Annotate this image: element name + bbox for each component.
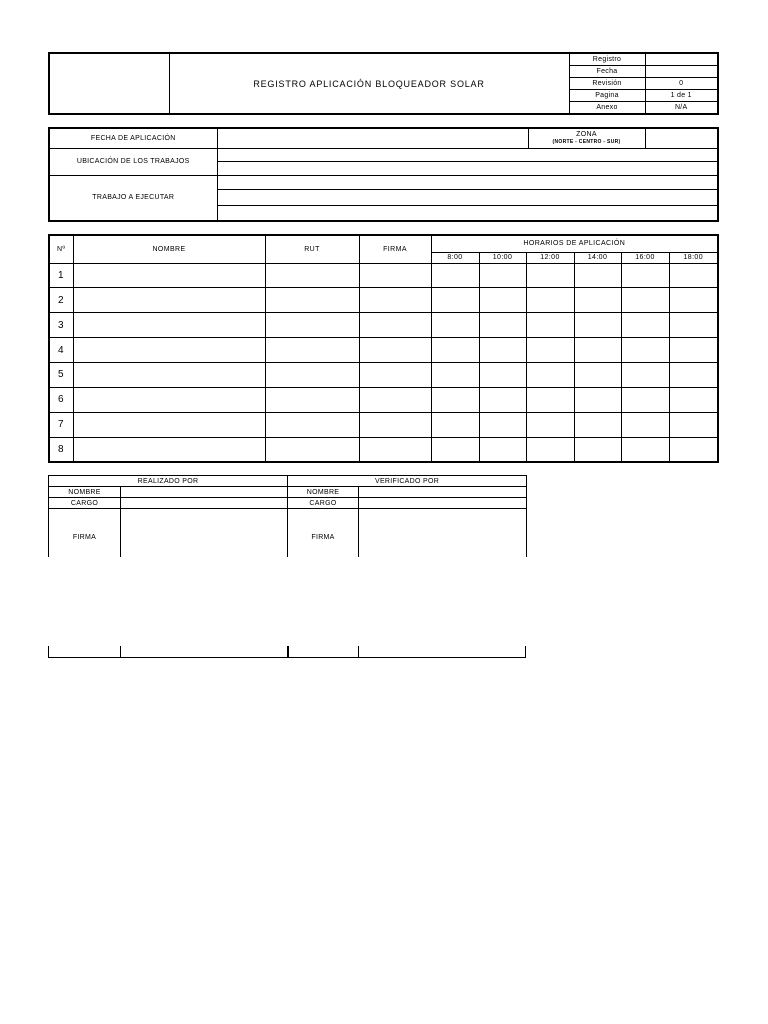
col-header-nombre: NOMBRE: [73, 235, 265, 263]
document-title: REGISTRO APLICACIÓN BLOQUEADOR SOLAR: [169, 53, 569, 114]
table-row: [49, 263, 718, 288]
meta-value-pagina: 1 de 1: [645, 90, 718, 102]
time-cell[interactable]: [526, 313, 574, 338]
time-cell[interactable]: [526, 263, 574, 288]
time-cell[interactable]: [669, 387, 718, 412]
trabajo-field-3[interactable]: [217, 206, 718, 221]
time-cell[interactable]: [479, 437, 526, 462]
nombre-cell[interactable]: [73, 387, 265, 412]
time-cell[interactable]: [479, 387, 526, 412]
time-cell[interactable]: [669, 437, 718, 462]
divider: [48, 657, 526, 658]
time-cell[interactable]: [479, 338, 526, 363]
trabajo-field-1[interactable]: [217, 175, 718, 189]
firma-cell[interactable]: [359, 338, 431, 363]
time-cell[interactable]: [526, 363, 574, 388]
time-cell[interactable]: [669, 338, 718, 363]
realizado-firma-label: FIRMA: [49, 509, 121, 558]
row-number: 5: [49, 363, 73, 388]
row-number: 2: [49, 288, 73, 313]
table-row: [49, 338, 718, 363]
zona-field[interactable]: [645, 128, 718, 148]
table-row: [49, 363, 718, 388]
verificado-por-header: VERIFICADO POR: [288, 476, 527, 487]
time-cell[interactable]: [574, 338, 621, 363]
nombre-cell[interactable]: [73, 437, 265, 462]
firma-cell[interactable]: [359, 387, 431, 412]
realizado-cargo-field[interactable]: [121, 498, 288, 509]
verificado-firma-label: FIRMA: [288, 509, 359, 558]
fecha-aplicacion-field[interactable]: [217, 128, 528, 148]
rut-cell[interactable]: [265, 263, 359, 288]
col-header-rut: RUT: [265, 235, 359, 263]
nombre-cell[interactable]: [73, 363, 265, 388]
time-cell[interactable]: [621, 412, 669, 437]
ubicacion-field-2[interactable]: [217, 162, 718, 175]
row-number: 7: [49, 412, 73, 437]
time-cell[interactable]: [621, 263, 669, 288]
time-cell[interactable]: [479, 263, 526, 288]
meta-value-fecha[interactable]: [645, 65, 718, 77]
meta-label-anexo: Anexo: [569, 102, 645, 114]
nombre-cell[interactable]: [73, 412, 265, 437]
firma-cell[interactable]: [359, 437, 431, 462]
verificado-cargo-field[interactable]: [359, 498, 527, 509]
time-cell[interactable]: [526, 338, 574, 363]
rut-cell[interactable]: [265, 387, 359, 412]
time-cell[interactable]: [479, 412, 526, 437]
time-cell[interactable]: [526, 437, 574, 462]
zona-label: [528, 128, 645, 148]
verificado-firma-field[interactable]: [359, 509, 527, 558]
row-number: 8: [49, 437, 73, 462]
col-header-horarios: HORARIOS DE APLICACIÓN: [431, 235, 718, 252]
table-row: [49, 288, 718, 313]
row-number: 3: [49, 313, 73, 338]
time-header-1: 10:00: [479, 252, 526, 263]
ubicacion-field-1[interactable]: [217, 148, 718, 161]
time-cell[interactable]: [621, 313, 669, 338]
ubicacion-label: UBICACIÓN DE LOS TRABAJOS: [49, 148, 217, 175]
time-header-2: 12:00: [526, 252, 574, 263]
meta-label-registro: Registro: [569, 53, 645, 65]
time-cell[interactable]: [479, 288, 526, 313]
time-cell[interactable]: [431, 387, 479, 412]
realizado-firma-field[interactable]: [121, 509, 288, 558]
col-header-firma: FIRMA: [359, 235, 431, 263]
meta-label-fecha: Fecha: [569, 65, 645, 77]
time-cell[interactable]: [621, 437, 669, 462]
time-cell[interactable]: [574, 412, 621, 437]
nombre-cell[interactable]: [73, 313, 265, 338]
time-cell[interactable]: [574, 437, 621, 462]
firma-cell[interactable]: [359, 363, 431, 388]
realizado-cargo-label: CARGO: [49, 498, 121, 509]
zona-options: (NORTE - CENTRO - SUR): [552, 139, 621, 146]
time-cell[interactable]: [669, 313, 718, 338]
meta-value-revision: 0: [645, 77, 718, 89]
time-cell[interactable]: [526, 288, 574, 313]
header-table: [48, 52, 719, 115]
firma-cell[interactable]: [359, 288, 431, 313]
trabajo-label: TRABAJO A EJECUTAR: [49, 175, 217, 221]
meta-label-revision: Revisión: [569, 77, 645, 89]
signature-table-bottom: [48, 646, 526, 658]
meta-label-pagina: Pagina: [569, 90, 645, 102]
col-header-num: Nº: [49, 235, 73, 263]
time-cell[interactable]: [574, 288, 621, 313]
firma-cell[interactable]: [359, 313, 431, 338]
rut-cell[interactable]: [265, 338, 359, 363]
realizado-nombre-label: NOMBRE: [49, 487, 121, 498]
trabajo-field-2[interactable]: [217, 189, 718, 205]
firma-cell[interactable]: [359, 263, 431, 288]
time-cell[interactable]: [431, 338, 479, 363]
time-cell[interactable]: [574, 363, 621, 388]
time-cell[interactable]: [431, 288, 479, 313]
time-cell[interactable]: [479, 363, 526, 388]
time-cell[interactable]: [431, 412, 479, 437]
rut-cell[interactable]: [265, 313, 359, 338]
time-header-3: 14:00: [574, 252, 621, 263]
time-cell[interactable]: [526, 387, 574, 412]
work-info-table: [48, 127, 719, 222]
time-cell[interactable]: [621, 288, 669, 313]
time-header-4: 16:00: [621, 252, 669, 263]
time-cell[interactable]: [669, 288, 718, 313]
time-cell[interactable]: [431, 437, 479, 462]
time-header-5: 18:00: [669, 252, 718, 263]
time-cell[interactable]: [669, 412, 718, 437]
time-cell[interactable]: [431, 363, 479, 388]
time-cell[interactable]: [621, 338, 669, 363]
time-cell[interactable]: [431, 313, 479, 338]
time-cell[interactable]: [431, 263, 479, 288]
nombre-cell[interactable]: [73, 263, 265, 288]
zona-title: ZONA: [576, 131, 597, 139]
row-number: 6: [49, 387, 73, 412]
fecha-aplicacion-label: FECHA DE APLICACIÓN: [49, 128, 217, 148]
time-cell[interactable]: [669, 363, 718, 388]
verificado-nombre-field[interactable]: [359, 487, 527, 498]
time-cell[interactable]: [479, 313, 526, 338]
rut-cell[interactable]: [265, 437, 359, 462]
firma-cell[interactable]: [359, 412, 431, 437]
rut-cell[interactable]: [265, 363, 359, 388]
nombre-cell[interactable]: [73, 288, 265, 313]
rut-cell[interactable]: [265, 412, 359, 437]
nombre-cell[interactable]: [73, 338, 265, 363]
table-row: [49, 437, 718, 462]
table-row: [49, 412, 718, 437]
meta-value-anexo: N/A: [645, 102, 718, 114]
time-cell[interactable]: [621, 387, 669, 412]
logo-cell: [49, 53, 169, 114]
time-header-0: 8:00: [431, 252, 479, 263]
time-cell[interactable]: [574, 263, 621, 288]
realizado-nombre-field[interactable]: [121, 487, 288, 498]
realizado-por-header: REALIZADO POR: [49, 476, 288, 487]
row-number: 1: [49, 263, 73, 288]
application-table: [48, 234, 719, 463]
table-row: [49, 313, 718, 338]
verificado-cargo-label: CARGO: [288, 498, 359, 509]
time-cell[interactable]: [621, 363, 669, 388]
time-cell[interactable]: [574, 313, 621, 338]
signature-table: [48, 475, 527, 557]
rut-cell[interactable]: [265, 288, 359, 313]
time-cell[interactable]: [526, 412, 574, 437]
verificado-nombre-label: NOMBRE: [288, 487, 359, 498]
row-number: 4: [49, 338, 73, 363]
time-cell[interactable]: [669, 263, 718, 288]
meta-value-registro[interactable]: [645, 53, 718, 65]
table-row: [49, 387, 718, 412]
time-cell[interactable]: [574, 387, 621, 412]
